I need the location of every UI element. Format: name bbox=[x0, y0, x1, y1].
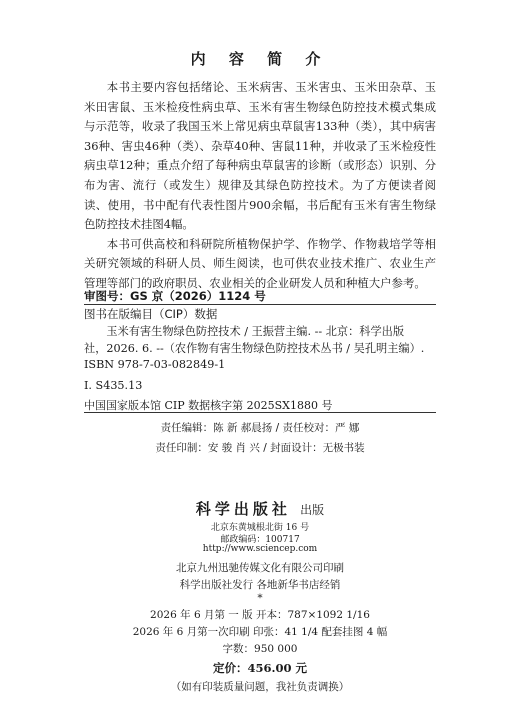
production-credits: 责任印制：安 骏 肖 兴 / 封面设计：无极书装 bbox=[155, 442, 365, 454]
printer: 北京九州迅驰传媒文化有限公司印刷 bbox=[176, 562, 344, 574]
publisher-address: 北京东黄城根北街 16 号 bbox=[210, 523, 310, 533]
publisher-name: 科学出版社 bbox=[195, 500, 291, 518]
impression-info: 2026 年 6 月第一次印刷 印张：41 1/4 配套挂图 4 幅 bbox=[132, 626, 388, 638]
map-review-number: 审图号：GS 京（2026）1124 号 bbox=[84, 289, 266, 303]
summary-paragraph: 本书可供高校和科研院所植物保护学、作物学、作物栽培学等相关研究领域的科研人员、师生阅读，也可供农业技术推广、农业生产管理等部门的政府职员、农业相关的企业研发人员和种植大户参考。 bbox=[84, 236, 436, 290]
cip-heading: 图书在版编目（CIP）数据 bbox=[84, 307, 218, 321]
cip-line: 玉米有害生物绿色防控技术 / 王振营主编. -- 北京：科学出版 bbox=[106, 325, 405, 338]
page-title: 内 容 简 介 bbox=[190, 50, 330, 68]
edition-info: 2026 年 6 月第 一 版 开本：787×1092 1/16 bbox=[150, 609, 370, 621]
divider bbox=[84, 412, 436, 413]
separator-star: * bbox=[257, 592, 263, 604]
distribution: 科学出版社发行 各地新华书店经销 bbox=[179, 579, 341, 591]
publisher-postcode: 邮政编码：100717 bbox=[220, 535, 300, 545]
divider bbox=[84, 304, 436, 305]
publisher-website: http://www.sciencep.com bbox=[202, 544, 318, 554]
content-summary bbox=[84, 78, 436, 294]
cip-line: 社，2026. 6. --（农作物有害生物绿色防控技术丛书 / 吴孔明主编）. bbox=[84, 341, 425, 355]
price: 定价：456.00 元 bbox=[212, 661, 307, 675]
cip-data bbox=[84, 324, 436, 415]
word-count: 字数：950 000 bbox=[222, 643, 298, 655]
quality-notice: （如有印装质量问题，我社负责调换） bbox=[170, 681, 350, 693]
cip-record-number: 中国国家版本馆 CIP 数据核字第 2025SX1880 号 bbox=[84, 399, 333, 412]
editor-credits: 责任编辑：陈 新 郝晨扬 / 责任校对：严 娜 bbox=[160, 422, 360, 434]
summary-paragraph: 本书主要内容包括绪论、玉米病害、玉米害虫、玉米田杂草、玉米田害鼠、玉米检疫性病虫草、玉米有害生物绿色防控技术模式集成与示范等，收录了我国玉米上常见病虫草鼠害133种（类），其中病害36种、害虫46种（类）、杂草40种、害鼠11种，并收录了玉米检疫性病虫草12种；重点介绍了每种病虫草鼠害的诊断（或形态）识别、分布为害、流行（或发生）规律及其绿色防控技术。为了方便读者阅读、使用，书中配有代表性图片900余幅，书后配有玉米有害生物绿色防控技术挂图4幅。 bbox=[84, 80, 436, 232]
publisher-suffix: 出版 bbox=[300, 503, 325, 517]
cip-line: ISBN 978-7-03-082849-1 bbox=[84, 358, 226, 371]
publisher-logo bbox=[0, 498, 520, 519]
cip-line: Ⅰ. S435.13 bbox=[84, 378, 143, 392]
